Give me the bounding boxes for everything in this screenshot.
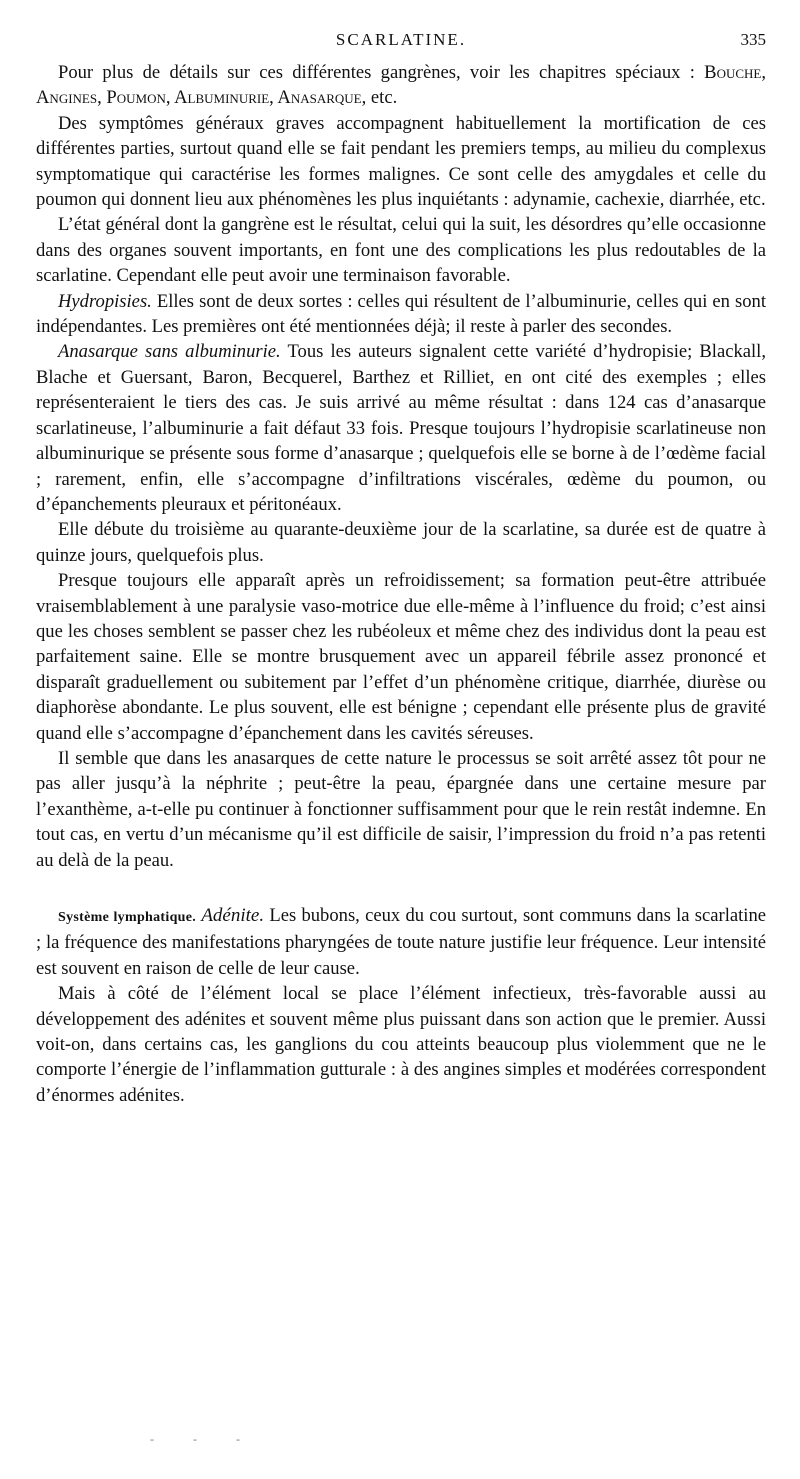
paragraph-text: etc. [366, 87, 398, 109]
paragraph-text: Elles sont de deux sortes : celles qui résultent de l’albuminurie, celles qui en sont indépendantes. Les premières ont été mentionnées déjà; il reste à parler des secondes. [36, 290, 766, 338]
section-gap [36, 873, 766, 903]
runin-heading-anasarque: Anasarque sans albuminurie. [58, 341, 281, 363]
section-heading: Système lymphatique. [58, 910, 197, 925]
section-subheading: Adénite. [201, 905, 265, 926]
page-body [36, 60, 766, 1108]
runin-heading-hydropisies: Hydropisies. [58, 290, 152, 312]
paragraph-nephrite: Il semble que dans les anasarques de cette nature le processus se soit arrêté assez tôt pour ne pas aller jusqu’à la néphrite ; peut-être la peau, épargnée dans une certaine mesure par l’exanthème, a-t-elle pu continuer à fonctionner suffisamment pour que le rein restât indemne. En tout cas, en vertu d’un mécanisme qu’il est difficile de saisir, l’impression du froid n’a pas retenti au delà de la peau. [36, 747, 766, 871]
paragraph-lymphatic-system [36, 903, 766, 981]
paragraph-general-symptoms: Des symptômes généraux graves accompagnent habituellement la mortification de ces différentes parties, surtout quand elle se fait pendant les premiers temps, au milieu du complexus symptomatique qui caractérise les formes malignes. Ce sont celle des amygdales et celle du poumon qui donnent lieu aux phénomènes les plus inquiétants : adynamie, cachexie, diarrhée, etc. [36, 112, 766, 211]
paragraph-text: Tous les auteurs signalent cette variété d’hydropisie; Blackall, Blache et Guersant, Baron, Becquerel, Barthez et Rilliet, en ont cité des exemples ; elles représenteraient le tiers des cas. Je suis arrivé au même résultat : dans 124 cas d’anasarque scarlatineuse, l’albuminurie a fait défaut 33 fois. Presque toujours l’hydropisie scarlatineuse non albuminurique se présente sous forme d’anasarque ; quelquefois elle se borne à de l’œdème facial ; rarement, enfin, elle s’accompagne d’infiltrations viscérales, œdème du poumon, ou d’épanchements pleuraux et péritonéaux. [36, 341, 766, 515]
paragraph-onset-duration: Elle débute du troisième au quarante-deuxième jour de la scarlatine, sa durée est de quatre à quinze jours, quelquefois plus. [36, 519, 766, 566]
paragraph-text: Les bubons, ceux du cou surtout, sont communs dans la scarlatine ; la fréquence des manifestations pharyngées de toute nature justifie leur fréquence. Leur intensité est souvent en raison de celle de leur cause. [36, 905, 766, 979]
footer-marks: - - - [150, 1432, 258, 1446]
chapter-references: Bouche, Angines, Poumon, Albuminurie, Anasarque, [36, 62, 766, 109]
running-title: SCARLATINE. [335, 30, 467, 49]
paragraph-hydropisies [36, 289, 766, 340]
paragraph-general-state: L’état général dont la gangrène est le résultat, celui qui la suit, les désordres qu’elle occasionne dans des organes souvent importants, en font une des complications les plus redoutables de la scarlatine. Cependant elle peut avoir une terminaison favorable. [36, 214, 766, 287]
page-header [36, 30, 766, 54]
paragraph-gangrenes-reference [36, 60, 766, 111]
page-number: 335 [740, 30, 766, 49]
paragraph-refroidissement: Presque toujours elle apparaît après un refroidissement; sa formation peut-être attribuée vraisemblablement à une paralysie vaso-motrice due elle-même à l’influence du froid; c’est ainsi que les choses semblent se passer chez les rubéoleux et même chez des individus dont la peau est parfaitement saine. Elle se montre brusquement avec un appareil fébrile assez prononcé et disparaît graduellement ou subitement par l’effet d’un phénomène critique, diarrhée, diurèse ou diaphorèse abondante. Le plus souvent, elle est bénigne ; cependant elle présente plus de gravité quand elle s’accompagne d’épanchement dans les cavités séreuses. [36, 570, 766, 744]
paragraph-text: Pour plus de détails sur ces différentes gangrènes, voir les chapitres spéciaux : [58, 62, 705, 83]
paragraph-anasarque [36, 339, 766, 517]
paragraph-infectious-element: Mais à côté de l’élément local se place l’élément infectieux, très-favorable aussi au développement des adénites et souvent même plus puissant dans son action que le premier. Aussi voit-on, dans certains cas, les ganglions du cou atteints beaucoup plus violemment que ne le comporte l’énergie de l’inflammation gutturale : à des angines simples et modérées correspondent d’énormes adénites. [36, 983, 766, 1106]
